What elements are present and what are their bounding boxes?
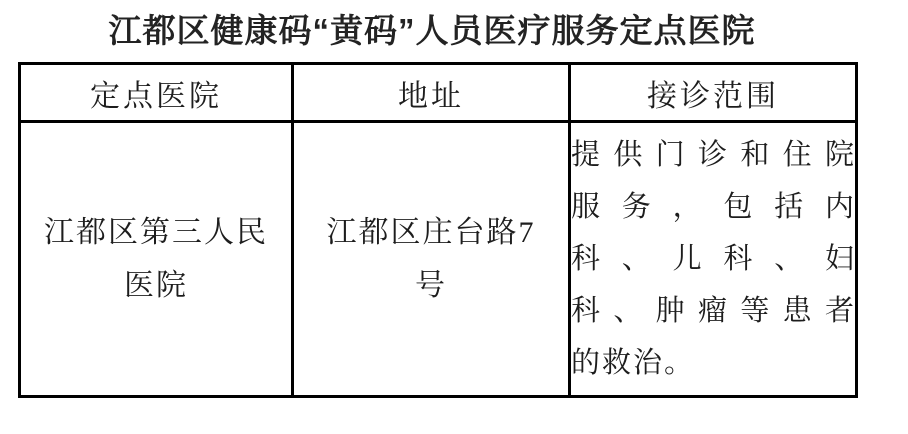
- scope-line: 科、儿科、妇: [571, 243, 855, 275]
- hospital-table: [18, 62, 858, 398]
- scope-line: 科、肿瘤等患者: [571, 295, 855, 327]
- hospital-name-line: 医院: [124, 269, 188, 302]
- address-line: 号: [415, 269, 447, 302]
- scope-cell: [570, 122, 857, 397]
- scope-line: 服务，包括内: [571, 191, 855, 223]
- header-cell-address: 地址: [293, 64, 570, 122]
- hospital-name-line: 江都区第三人民: [44, 216, 268, 249]
- header-cell-hospital: 定点医院: [20, 64, 293, 122]
- address-cell: [293, 122, 570, 397]
- page-title: 江都区健康码“黄码”人员医疗服务定点医院: [108, 12, 756, 49]
- address-line: 江都区庄台路7: [326, 216, 536, 249]
- table-row: [20, 122, 857, 397]
- hospital-cell: [20, 122, 293, 397]
- header-row: [20, 64, 857, 122]
- header-cell-scope: 接诊范围: [570, 64, 857, 122]
- scope-line: 的救治。: [571, 347, 696, 379]
- scope-line: 提供门诊和住院: [571, 139, 855, 171]
